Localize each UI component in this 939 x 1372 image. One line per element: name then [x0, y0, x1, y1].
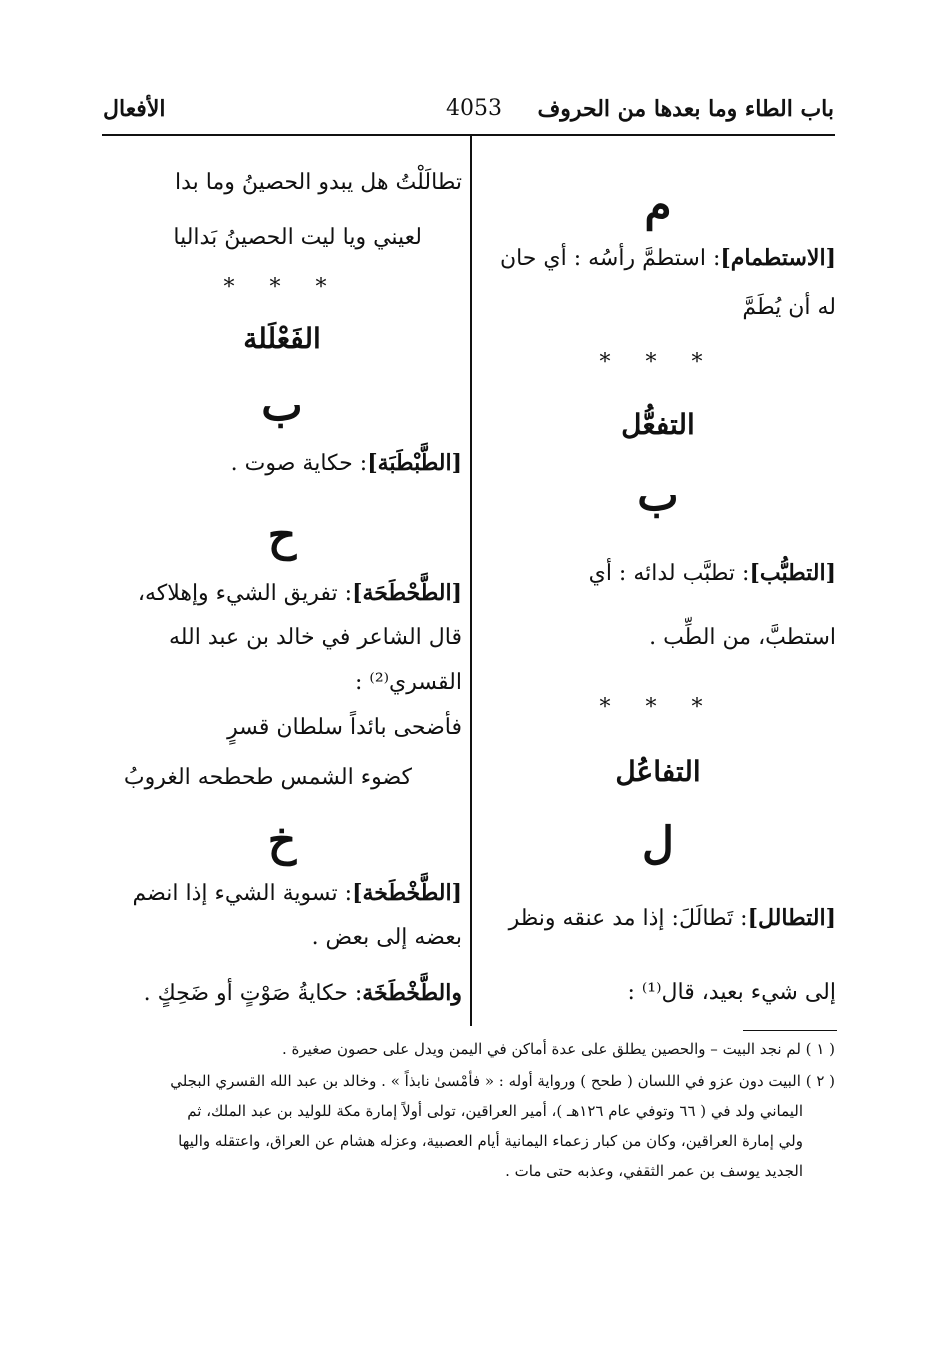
entry-definition: : حكايةُ صَوْتٍ أو ضَحِكٍ . [143, 981, 363, 1006]
letter-heading-lam: ل [642, 818, 674, 869]
column-divider [470, 134, 472, 1026]
entry-term: [الطَّخْطَخة] [352, 880, 462, 906]
entry-takhtakha-line2: بعضه إلى بعض . [311, 925, 462, 950]
footnote-1: ( ١ ) لم نجد البيت – والحصين يطلق على عدة أماكن في اليمن ويدل على حصون صغيرة . [282, 1040, 835, 1058]
entry-term: [التطالل] [747, 905, 836, 931]
entry-tatawul-line1 [509, 905, 836, 931]
entry-istitmam-line2: له أن يُطَمَّ [742, 295, 836, 320]
page-number: 4053 [446, 96, 502, 121]
entry-term: [الطَّحْطَحَة] [352, 580, 462, 606]
entry-term: [الاستطمام] [720, 245, 836, 271]
header-rule [102, 134, 835, 136]
entry-definition: : تَطالَلَ: إذا مد عنقه ونظر [508, 906, 748, 931]
entry-tahtaha-line2: قال الشاعر في خالد بن عبد الله [168, 625, 462, 650]
entry-definition: : تطبَّب لدائه : أي [588, 561, 750, 586]
verse-line: لعيني ويا ليت الحصينُ بَداليا [173, 225, 422, 250]
footnote-2-line3: ولي إمارة العراقين، وكان من كبار زعماء اليمانية أيام العصبية، وعزله هشام عن العراق، واعتقله واليها [178, 1132, 803, 1150]
verse-line: كضوء الشمس طحطحه الغروبُ [123, 765, 412, 790]
entry-takhtakha2 [144, 980, 462, 1006]
section-heading-tafaaul: التفاعُل [615, 755, 701, 788]
separator-stars: * * * [223, 275, 341, 300]
letter-heading-ba: ب [261, 380, 303, 431]
footnote-separator [743, 1030, 837, 1031]
entry-tahtaha-line1 [138, 580, 462, 606]
footnote-2-line1: ( ٢ ) البيت دون عزو في اللسان ( طحح ) ورواية أوله : « فأمْسىٰ نابذاً » . وخالد بن عبد الله القسري البجلي [170, 1072, 835, 1090]
entry-definition: : استطمَّ رأسُه : أي حان [499, 246, 721, 271]
entry-definition: : حكاية صوت . [230, 451, 368, 476]
entry-term: [الطَّبْطَبَة] [367, 450, 462, 476]
entry-definition: : تسوية الشيء إذا انضم [132, 881, 353, 906]
footnote-2-line4: الجديد يوسف بن عمر الثقفي، وعذبه حتى مات . [505, 1162, 803, 1180]
section-heading-tafaul: التفعُّل [621, 408, 695, 441]
section-heading-falala: الفَعْلَلة [243, 322, 321, 355]
section-title: الأفعال [103, 96, 166, 122]
entry-term: [التطبُّب] [749, 560, 836, 586]
entry-term: والطَّخْطَخَة [362, 980, 462, 1006]
entry-tahtaha-line3: القسري⁽²⁾ : [355, 670, 462, 695]
running-header [0, 96, 939, 132]
verse-line: تطالَلْتُ هل يبدو الحصينُ وما بدا [175, 170, 462, 195]
verse-line: فأضحى بائداً سلطان قسرٍ [227, 715, 462, 740]
entry-definition: : تفريق الشيء وإهلاكه، [137, 581, 353, 606]
footnote-2-line2: اليماني ولد في ( ٦٦ وتوفي عام ١٢٦هـ )، أمير العراقين، تولى أولاً إمارة مكة للوليد بن عبد الملك، ثم [187, 1102, 803, 1120]
entry-takhtakha-line1 [133, 880, 462, 906]
letter-heading-meem: م [644, 180, 672, 231]
entry-tatabbub-line1 [589, 560, 836, 586]
letter-heading-kha: خ [267, 815, 297, 866]
chapter-title: باب الطاء وما بعدها من الحروف [537, 96, 834, 122]
separator-stars: * * * [599, 695, 717, 720]
letter-heading-ha: ح [267, 510, 297, 561]
entry-tatabbub-line2: استطبَّ، من الطِّب . [649, 625, 836, 650]
separator-stars: * * * [599, 350, 717, 375]
letter-heading-ba: ب [637, 470, 679, 521]
entry-istitmam-line1 [500, 245, 836, 271]
entry-tabtaba [231, 450, 462, 476]
entry-tatawul-line2: إلى شيء بعيد، قال⁽¹⁾ : [627, 980, 836, 1005]
